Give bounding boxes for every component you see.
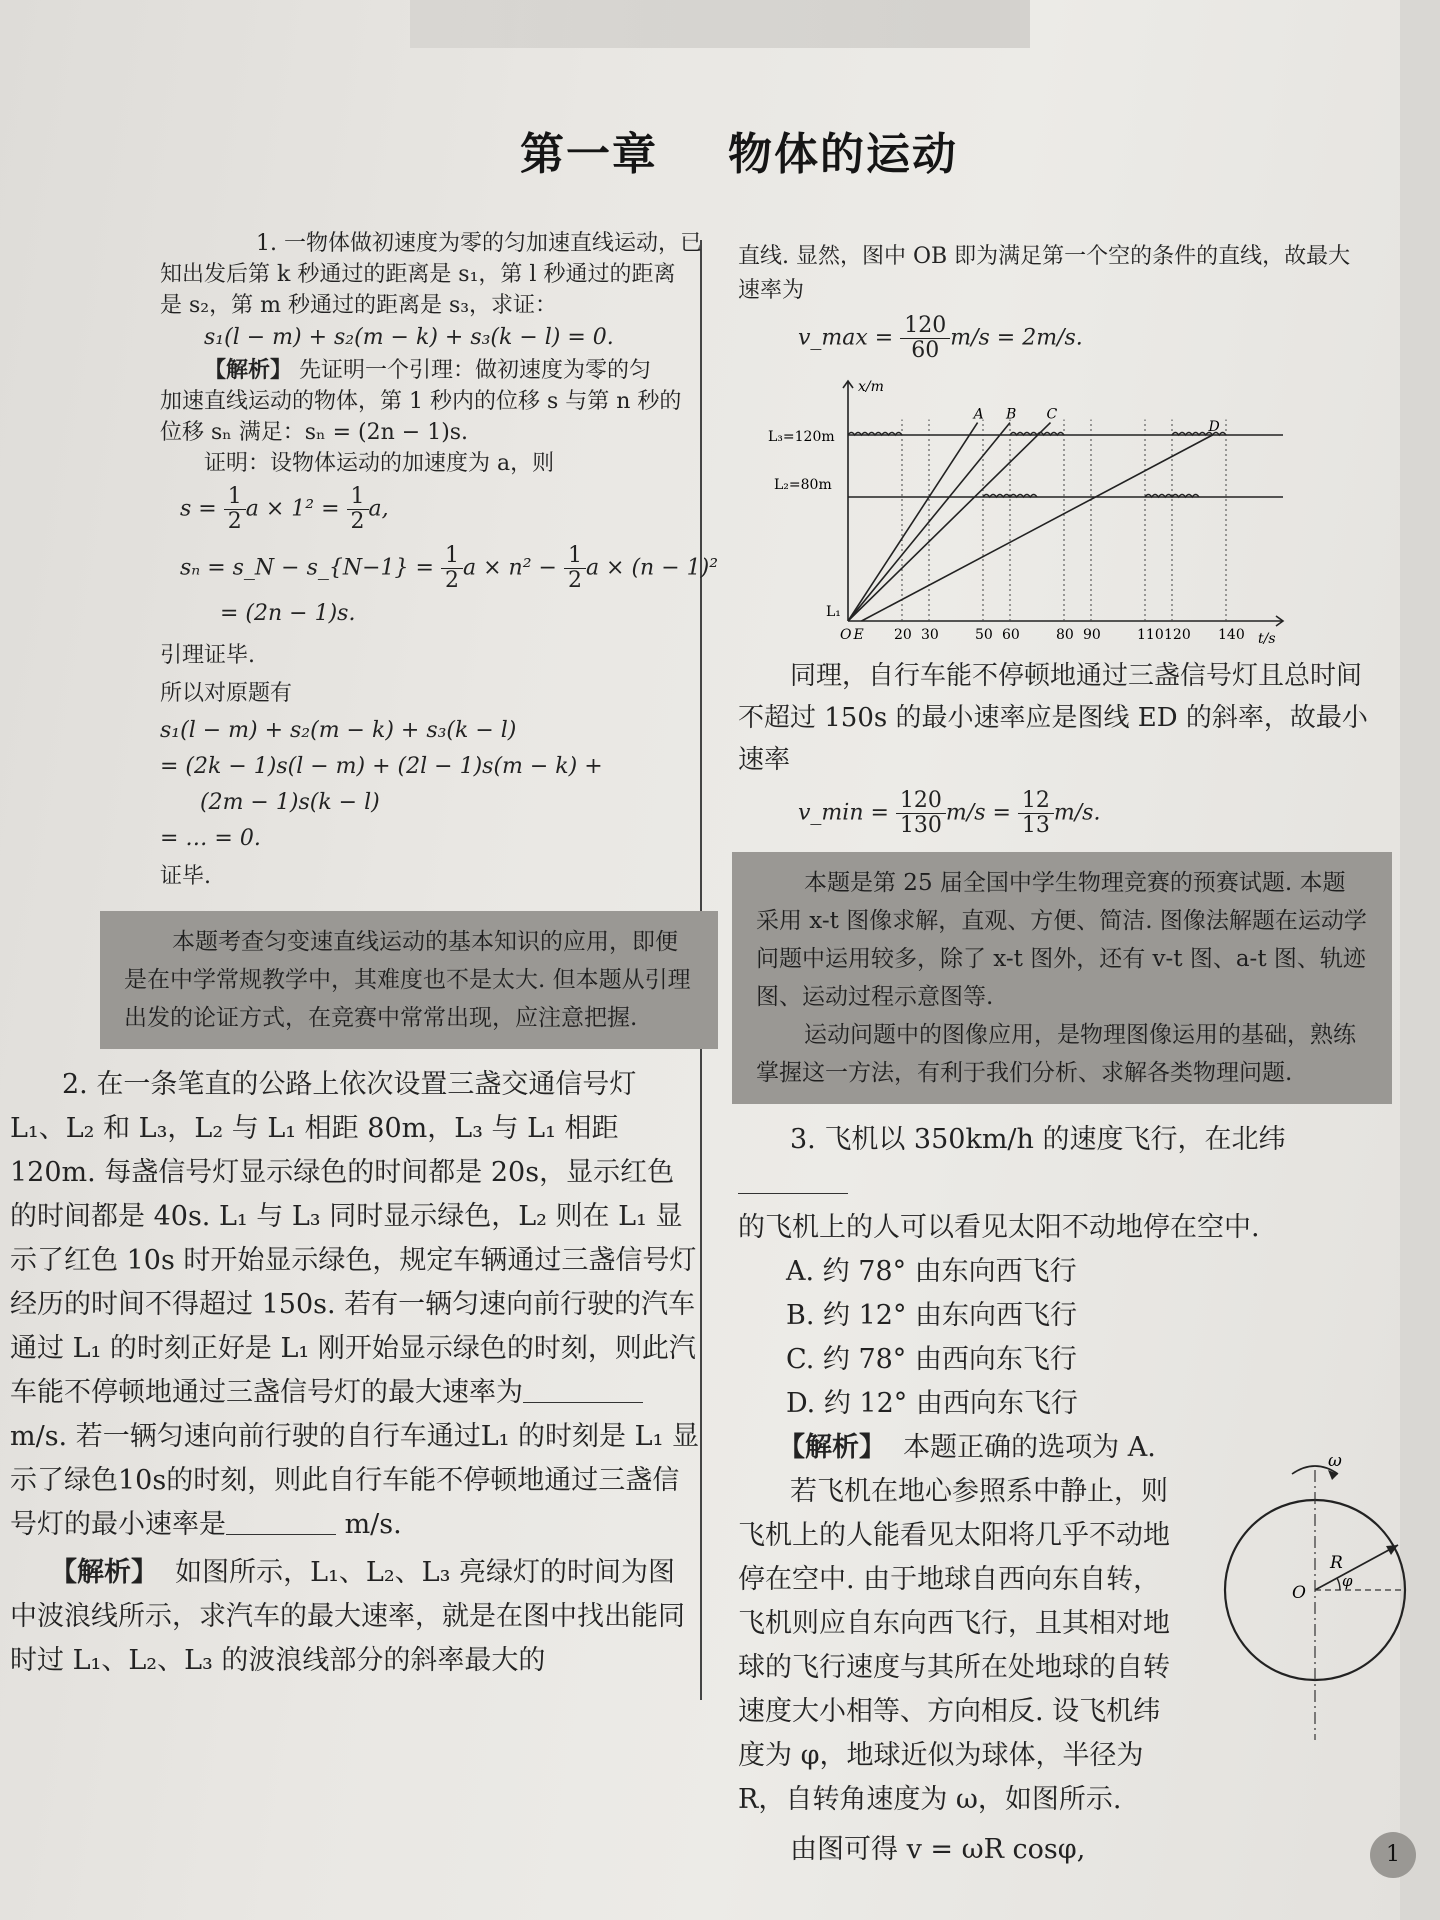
header-band [410, 0, 1030, 48]
q3-options [738, 1250, 1368, 1426]
q1-formula-3: = (2n − 1)s. [220, 601, 356, 626]
q2-blank-2 [226, 1512, 336, 1535]
x-tick-140: 140 [1218, 627, 1245, 643]
q2-vmax-formula: v_max = $\frac{120}{60}$ m/s = 2m/s. [798, 313, 1083, 363]
line-label-C: C [1046, 406, 1058, 423]
q3-option-a: A. 约 78° 由东向西飞行 [786, 1256, 1077, 1287]
x-tick-30: 30 [921, 627, 939, 643]
q1-formula-7: = … = 0. [160, 826, 261, 851]
y-label-l2: L₂=80m [774, 477, 832, 493]
q1-stem-line3: 是 s₂，第 m 秒通过的距离是 s₃，求证： [160, 293, 558, 318]
q1-so: 所以对原题有 [160, 681, 293, 706]
q1-formula-5: = (2k − 1)s(l − m) + (2l − 1)s(m − k) + [160, 754, 603, 779]
q1-analysis-line1: 先证明一个引理：做初速度为零的匀 [299, 358, 652, 383]
y-label-l1: L₁ [826, 604, 841, 620]
x-tick-E: E [853, 627, 864, 643]
radius-line [1315, 1545, 1398, 1590]
q3-paragraph-2: 由图可得 v = ωR cosφ, [790, 1834, 1086, 1865]
x-tick-O: O [840, 627, 852, 643]
x-tick-90: 90 [1083, 627, 1101, 643]
latitude-angle-arc [1337, 1578, 1340, 1590]
left-column [10, 228, 719, 1683]
q1-analysis-line3: 位移 sₙ 满足：sₙ = (2n − 1)s. [160, 420, 469, 445]
q1-formula-1: s = $\frac{1}{2}$ a × 1² = $\frac{1}{2}$ a, [180, 484, 389, 534]
x-tick-80: 80 [1056, 627, 1074, 643]
chapter-name: 物体的运动 [728, 129, 958, 180]
line-label-A: A [973, 406, 984, 423]
q3-paragraph-1: 若飞机在地心参照系中静止，则飞机上的人能看见太阳将几乎不动地停在空中. 由于地球自西向东自转，飞机则应自东向西飞行，且其相对地球的飞行速度与其所在处地球的自转速度大小相等、方向相反. 设飞机纬度为 φ，地球近似为球体，半径为 R，自转角速度为 ω，如图所示. [738, 1476, 1170, 1815]
q2-analysis: 【解析】 如图所示，L₁、L₂、L₃ 亮绿灯的时间为图中波浪线所示，求汽车的最大速率，就是在图中找出能同时过 L₁、L₂、L₃ 的波浪线部分的斜率最大的 [10, 1557, 685, 1676]
y-axis-label: x/m [858, 379, 884, 395]
x-axis-label: t/s [1258, 631, 1276, 647]
q3-analysis-tag: 【解析】 [778, 1432, 886, 1463]
x-tick-60: 60 [1002, 627, 1020, 643]
q2-blank-1 [523, 1380, 643, 1403]
q1-stem-line2: 知出发后第 k 秒通过的距离是 s₁，第 l 秒通过的距离 [160, 262, 676, 287]
q1-note-text: 本题考查匀变速直线运动的基本知识的应用，即便是在中学常规教学中，其难度也不是太大. 但本题从引理出发的论证方式，在竞赛中常常出现，应注意把握. [124, 929, 691, 1031]
q1-analysis-line2: 加速直线运动的物体，第 1 秒内的位移 s 与第 n 秒的 [160, 389, 682, 414]
q2-stem: 2. 在一条笔直的公路上依次设置三盏交通信号灯 L₁、L₂ 和 L₃，L₂ 与 L₁ 相距 80m，L₃ 与 L₁ 相距 120m. 每盏信号灯显示绿色的时间都是 20s，显示红色的时间都是 40s. L₁ 与 L₃ 同时显示绿色，L₂ 则在 L₁ 显示了红色 10s 时开始显示绿色，规定车辆通过三盏信号灯经历的时间不得超过 150s. 若有一辆匀速向前行驶的汽车通过 L₁ 的时刻正好是 L₁ 刚开始显示绿色的时刻，则此汽车能不停顿地通过三盏信号灯的最大速率为 m/s. 若一辆匀速向前行驶的自行车通过L₁ 的时刻是 L₁ 显示了绿色10s的时刻，则此自行车能不停顿地通过三盏信号灯的最小速率是 m/s. [10, 1069, 699, 1540]
slope-line-B [848, 423, 1010, 621]
level-lines [848, 435, 1283, 497]
x-tick-50: 50 [975, 627, 993, 643]
q3-option-c: C. 约 78° 由西向东飞行 [786, 1344, 1077, 1375]
q3-blank [738, 1171, 848, 1194]
q1-analysis-tag: 【解析】 [204, 357, 293, 383]
slope-line-C [848, 423, 1051, 621]
graph-axes [843, 381, 1283, 626]
radius-label: R [1330, 1553, 1343, 1573]
y-label-l3: L₃=120m [768, 429, 835, 445]
chapter-number: 第一章 [520, 129, 658, 180]
q1-done: 证毕. [160, 864, 211, 889]
chapter-title [520, 118, 958, 182]
q1-stem-formula: s₁(l − m) + s₂(m − k) + s₃(k − l) = 0. [204, 325, 614, 350]
q2-same-reasoning: 同理，自行车能不停顿地通过三盏信号灯且总时间不超过 150s 的最小速率应是图线 ED 的斜率，故最小速率 [738, 661, 1368, 775]
q1-proof-intro: 证明：设物体运动的加速度为 a，则 [204, 451, 555, 476]
q2-note-box [732, 852, 1392, 1104]
green-light-waves [848, 433, 1226, 498]
q3-stem-line2: 的飞机上的人可以看见太阳不动地停在空中. [738, 1212, 1260, 1243]
q1-formula-2: sₙ = s_N − s_{N−1} = $\frac{1}{2}$ a × n² − $\frac{1}{2}$ a × (n − 1)² [180, 543, 719, 593]
q1-formula-4: s₁(l − m) + s₂(m − k) + s₃(k − l) [160, 718, 517, 743]
q3-option-b: B. 约 12° 由东向西飞行 [786, 1300, 1078, 1331]
line-label-B: B [1006, 406, 1017, 423]
x-tick-120: 120 [1164, 627, 1191, 643]
x-tick-labels [840, 627, 1245, 643]
q1-formula-6: (2m − 1)s(k − l) [200, 790, 380, 815]
slope-line-D [862, 435, 1213, 621]
center-label: O [1292, 1583, 1306, 1603]
earth-rotation-diagram [1180, 1440, 1420, 1770]
q2-analysis-tag: 【解析】 [50, 1557, 158, 1588]
q1-proof-continued [10, 637, 720, 897]
line-labels [972, 407, 1220, 435]
q2-analysis-continued: 直线. 显然，图中 OB 即为满足第一个空的条件的直线，故最大速率为 [738, 244, 1351, 303]
q3-answer: 【解析】 本题正确的选项为 A. [778, 1432, 1156, 1463]
x-tick-20: 20 [894, 627, 912, 643]
question-1 [10, 228, 720, 631]
angle-label: φ [1342, 1572, 1353, 1590]
slope-line-A [848, 423, 978, 621]
q2-note-1: 本题是第 25 届全国中学生物理竞赛的预赛试题. 本题采用 x-t 图像求解，直观、方便、简洁. 图像法解题在运动学问题中运用较多，除了 x-t 图外，还有 v-t 图、a-t 图、轨迹图、运动过程示意图等. [756, 870, 1367, 1010]
q1-lemma-done: 引理证毕. [160, 643, 255, 668]
q1-stem-line1: 1. 一物体做初速度为零的匀加速直线运动，已 [256, 231, 702, 256]
q1-note-box [100, 911, 718, 1049]
xt-graph [748, 371, 1288, 651]
q2-note-2: 运动问题中的图像应用，是物理图像运用的基础，熟练掌握这一方法，有利于我们分析、求解各类物理问题. [756, 1022, 1356, 1086]
q2-vmin-formula: v_min = $\frac{120}{130}$ m/s = $\frac{12}{13}$ m/s. [798, 788, 1101, 838]
q3-stem: 3. 飞机以 350km/h 的速度飞行，在北纬 [738, 1118, 1368, 1206]
x-tick-110: 110 [1137, 627, 1164, 643]
question-2 [10, 1063, 700, 1683]
slope-lines [848, 423, 1213, 621]
page-number: 1 [1370, 1832, 1416, 1878]
line-label-D: D [1208, 419, 1220, 435]
omega-label: ω [1328, 1451, 1342, 1471]
q3-option-d: D. 约 12° 由西向东飞行 [786, 1388, 1078, 1419]
